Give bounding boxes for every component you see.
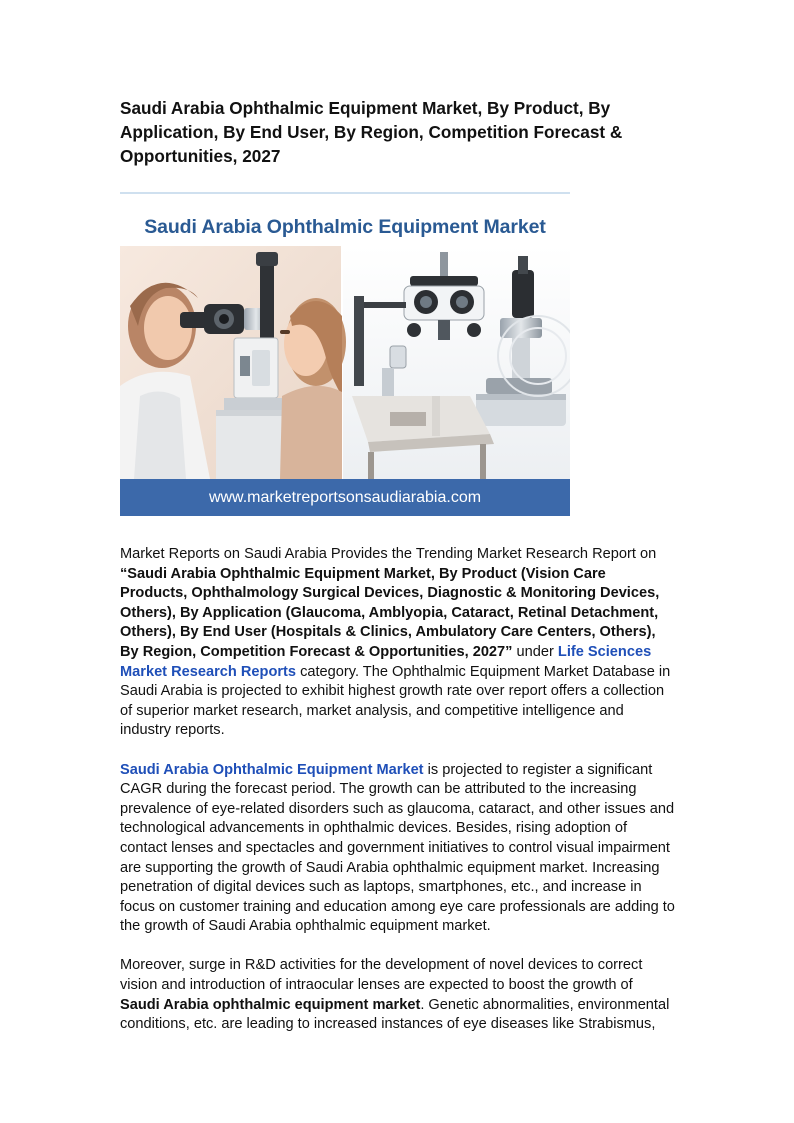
market-overview-paragraph <box>120 761 675 937</box>
banner-url[interactable]: www.marketreportsonsaudiarabia.com <box>120 479 570 516</box>
life-sciences-link[interactable]: Life Sciences Market Research Reports <box>120 643 652 680</box>
intro-tail: category. The Ophthalmic Equipment Market Database in Saudi Arabia is projected to exhibit highest growth rate over report offers a collection of superior market research, market analysis, and competitive intelligence and industry reports. <box>120 663 671 739</box>
market-banner <box>120 208 570 525</box>
intro-under: under <box>512 643 558 660</box>
market-link[interactable]: Saudi Arabia Ophthalmic Equipment Market <box>120 761 424 778</box>
intro-paragraph <box>120 545 675 741</box>
drivers-text-2: . Genetic abnormalities, environmental conditions, etc. are leading to increased instances of eye diseases like Strabismus, <box>120 996 670 1033</box>
document-page <box>120 96 675 1035</box>
document-title: Saudi Arabia Ophthalmic Equipment Market, By Product, By Application, By End User, By Region, Competition Forecast & Opportunities, 2027 <box>120 98 623 166</box>
report-name: “Saudi Arabia Ophthalmic Equipment Market, By Product (Vision Care Products, Ophthalmology Surgical Devices, Diagnostic & Monitoring Devices, Others), By Application (Glaucoma, Amblyopia, Cataract, Retinal Detachment, Others), By End User (Hospitals & Clinics, Ambulatory Care Centers, Others), By Region, Competition Forecast & Opportunities, 2027” <box>120 565 660 660</box>
intro-lead: Market Reports on Saudi Arabia Provides the Trending Market Research Report on <box>120 546 657 562</box>
drivers-text-1: Moreover, surge in R&D activities for the development of novel devices to correct vision and introduction of intraocular lenses are expected to boost the growth of <box>120 957 643 994</box>
banner-heading: Saudi Arabia Ophthalmic Equipment Market <box>144 216 546 238</box>
title-divider <box>120 192 570 194</box>
banner-photo <box>120 246 570 479</box>
growth-drivers-paragraph <box>120 956 675 1034</box>
drivers-bold: Saudi Arabia ophthalmic equipment market <box>120 996 421 1013</box>
eye-exam-illustration <box>120 246 570 479</box>
overview-text: is projected to register a significant CAGR during the forecast period. The growth can be attributed to the increasing prevalence of eye-related disorders such as glaucoma, cataract, and other issues and technological advancements in ophthalmic devices. Besides, rising adoption of contact lenses and spectacles and government initiatives to control visual impairment are supporting the growth of Saudi Arabia ophthalmic equipment market. Increasing penetration of digital devices such as laptops, smartphones, etc., and increase in focus on customer training and education among eye care professionals are adding to the growth of Saudi Arabia ophthalmic equipment market. <box>120 761 675 935</box>
